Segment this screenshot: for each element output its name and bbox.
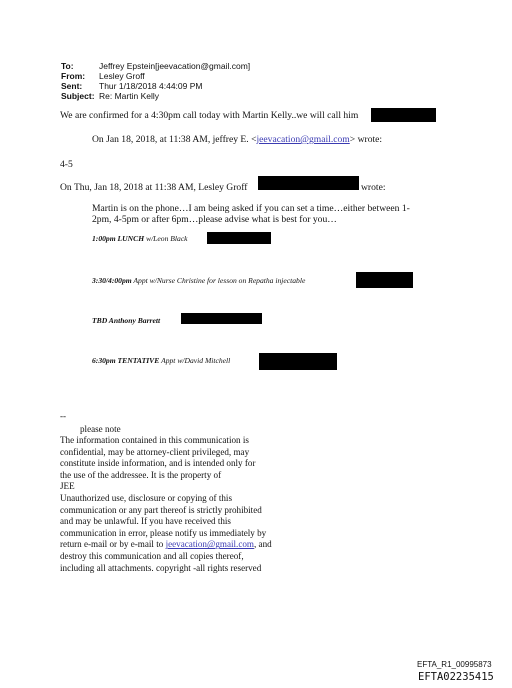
redaction-block [258, 176, 359, 190]
redaction-block [259, 353, 337, 370]
disclaimer-line: communication in error, please notify us immediately by [60, 527, 267, 538]
disclaimer-line: destroy this communication and all copies thereof, [60, 550, 244, 561]
body-paragraph: Martin is on the phone…I am being asked if you can set a time…either between 1-2pm, 4-5pm or after 6pm…please advise what is best for you… [92, 203, 410, 225]
signature-please-note: please note [80, 424, 121, 434]
redaction-block [371, 108, 436, 122]
appointment-title: TBD Anthony Barrett [92, 316, 161, 325]
appointment-time: 3:30/4:00pm [92, 276, 132, 285]
quote1-email-link[interactable]: jeevacation@gmail.com [256, 134, 350, 145]
disclaimer-line: JEE [60, 481, 75, 492]
from-value: Lesley Groff [99, 71, 145, 81]
appointment-lunch [92, 234, 188, 244]
reply-text: 4-5 [60, 159, 73, 170]
quote1-suffix: > wrote: [349, 134, 383, 145]
quote-header-lesley-suffix: wrote: [361, 182, 386, 193]
disclaimer-block [60, 435, 320, 574]
subject-label: Subject: [61, 91, 95, 101]
quote-header-lesley: On Thu, Jan 18, 2018 at 11:38 AM, Lesley Groff [60, 182, 248, 193]
subject-value: Re: Martin Kelly [99, 91, 159, 101]
from-row [61, 71, 361, 81]
appointment-detail: Appt w/Nurse Christine for lesson on Repatha injectable [131, 276, 306, 285]
appointment-nurse [92, 276, 305, 286]
email-header [61, 61, 361, 103]
disclaimer-line: return e-mail or by e-mail to jeevacation@gmail.com, and [60, 539, 272, 550]
body-line-confirmed: We are confirmed for a 4:30pm call today with Martin Kelly..we will call him [60, 110, 359, 121]
efta-stamp-small: EFTA_R1_00995873 [417, 660, 492, 669]
redaction-block [181, 313, 262, 324]
appointment-time: 1:00pm LUNCH [92, 234, 145, 243]
to-label: To: [61, 61, 74, 71]
appointment-time: 6:30pm TENTATIVE [92, 356, 160, 365]
to-row [61, 61, 361, 71]
disclaimer-line: confidential, may be attorney-client privileged, may [60, 446, 250, 457]
disclaimer-line: The information contained in this communication is [60, 435, 249, 445]
appointment-detail: w/Leon Black [144, 234, 188, 243]
appointment-mitchell [92, 356, 230, 366]
signature-dashes: -- [60, 411, 67, 421]
appointment-detail: Appt w/David Mitchell [159, 356, 231, 365]
disclaimer-line: and may be unlawful. If you have received this [60, 516, 231, 527]
disclaimer-line: communication or any part thereof is strictly prohibited [60, 504, 262, 515]
sent-value: Thur 1/18/2018 4:44:09 PM [99, 81, 203, 91]
quote1-prefix: On Jan 18, 2018, at 11:38 AM, jeffrey E. < [92, 134, 257, 145]
disclaimer-line: constitute inside information, and is intended only for [60, 458, 256, 469]
sent-label: Sent: [61, 81, 83, 91]
redaction-block [207, 232, 271, 244]
appointment-barrett [92, 316, 160, 326]
sent-row [61, 81, 361, 91]
quote-header-jeffrey [92, 134, 382, 145]
disclaimer-line: the use of the addressee. It is the property of [60, 469, 222, 480]
redaction-block [356, 272, 413, 288]
disclaimer-line: including all attachments. copyright -all rights reserved [60, 562, 262, 573]
disclaimer-line: Unauthorized use, disclosure or copying of this [60, 492, 232, 503]
subject-row [61, 91, 361, 101]
from-label: From: [61, 71, 86, 81]
to-value: Jeffrey Epstein[jeevacation@gmail.com] [99, 61, 251, 71]
efta-stamp-large: EFTA02235415 [418, 671, 494, 683]
disclaimer-email-link[interactable]: jeevacation@gmail.com [165, 539, 254, 550]
